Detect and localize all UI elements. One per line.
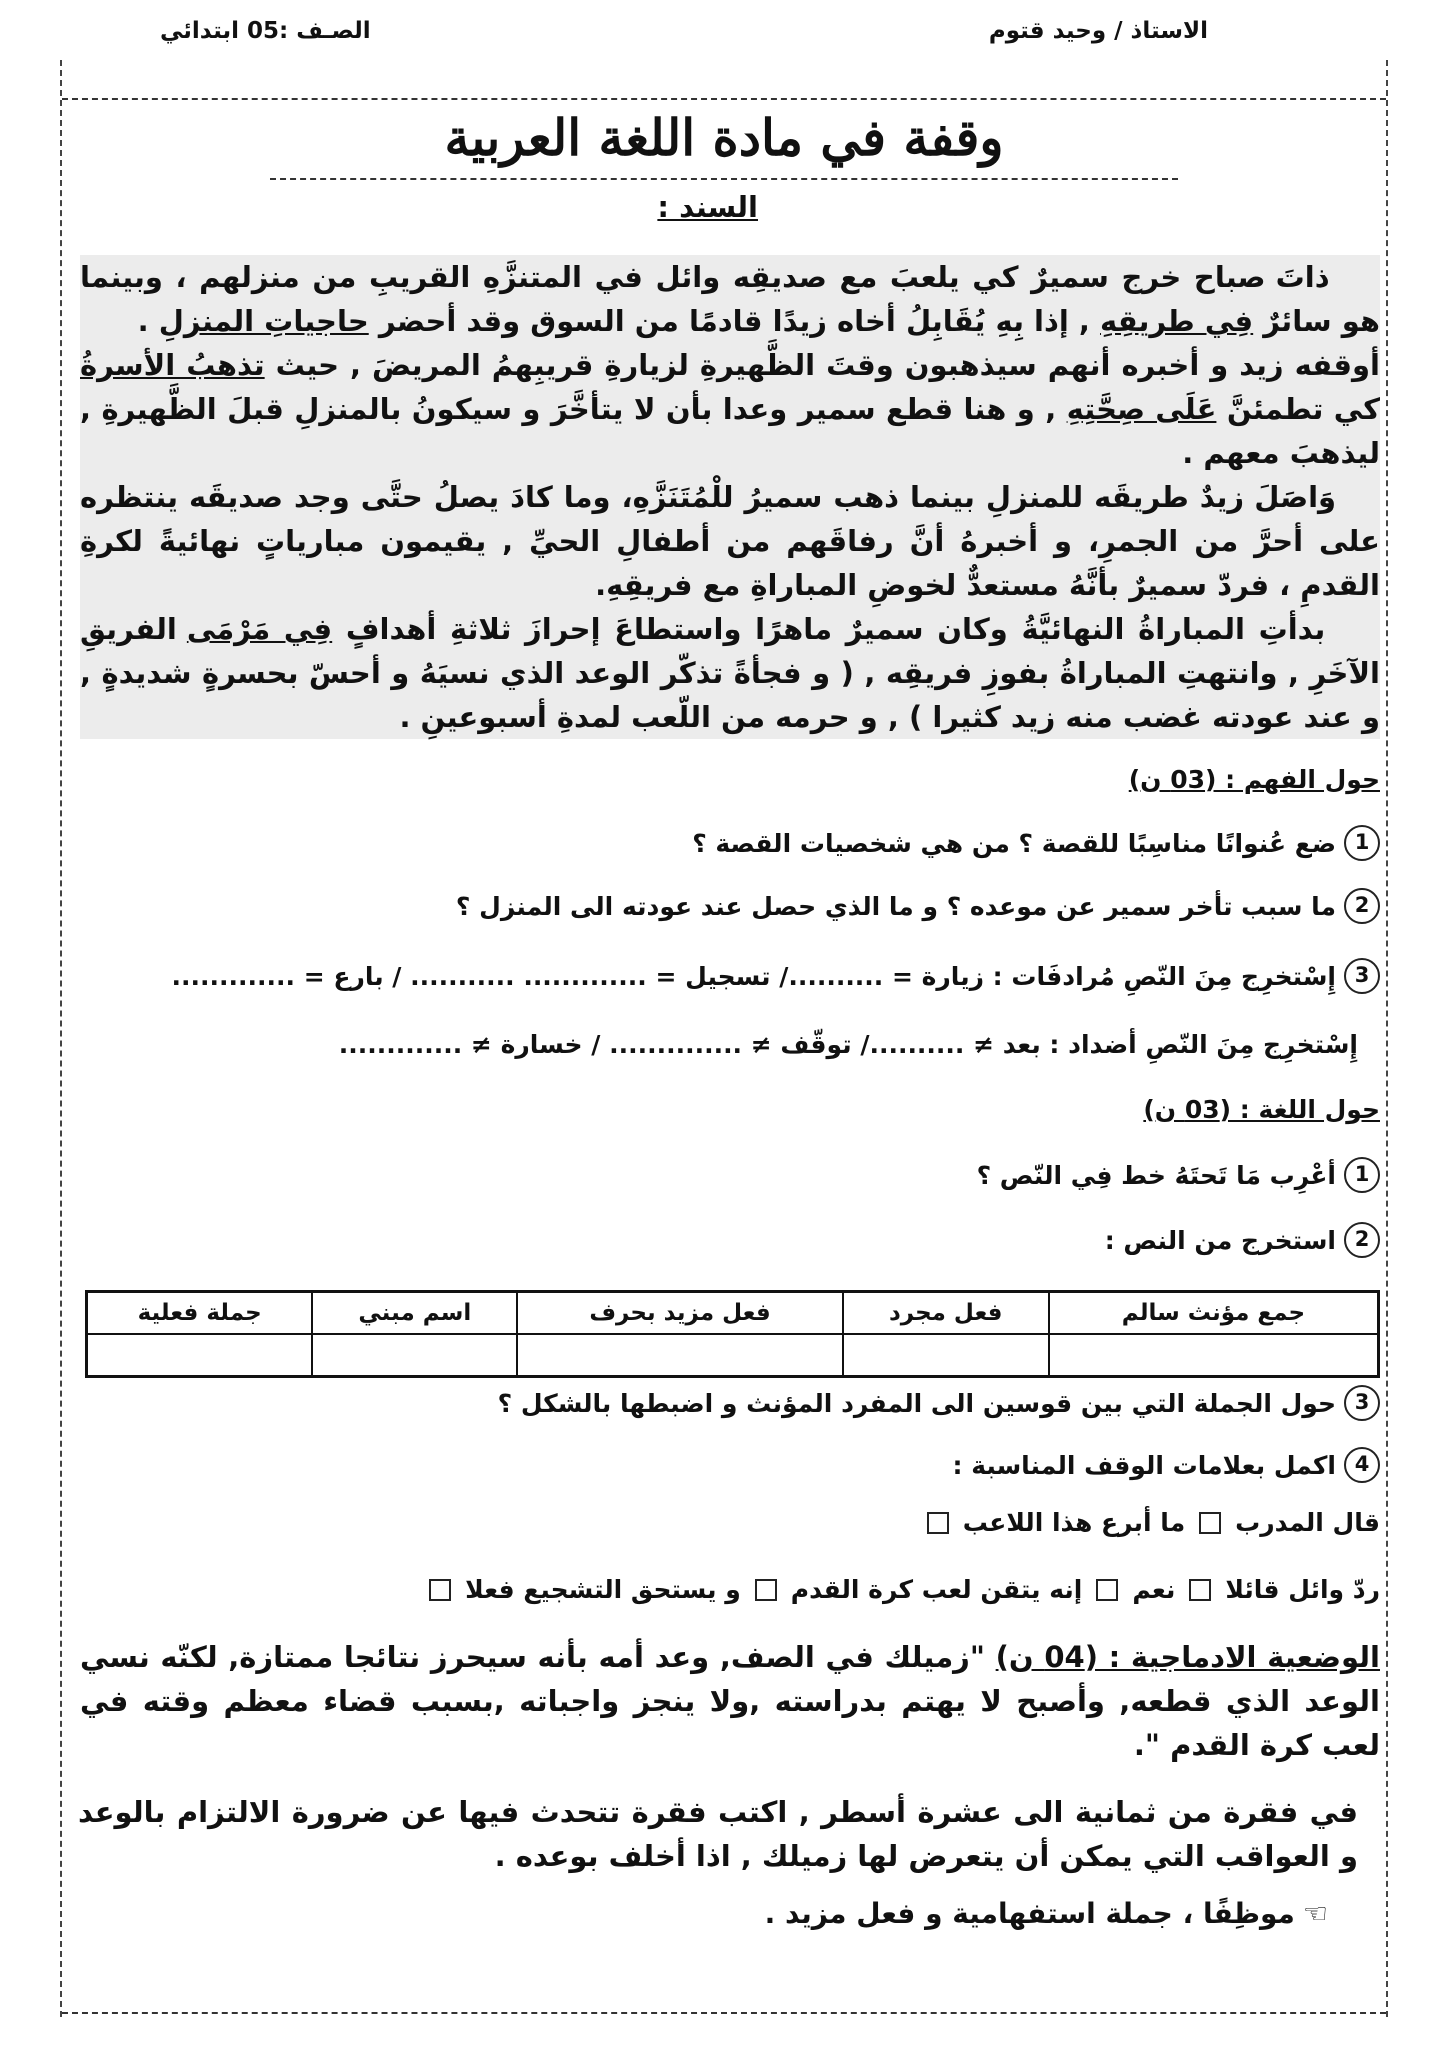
table-answer-cell[interactable]	[843, 1334, 1049, 1377]
sentence-part: ما أبرع هذا اللاعب	[962, 1508, 1186, 1537]
comprehension-question-1	[692, 825, 1380, 861]
comprehension-question-3	[172, 958, 1380, 994]
table-answer-cell[interactable]	[1049, 1334, 1379, 1377]
story-paragraph-4	[80, 607, 1380, 739]
story-text-span: .	[137, 304, 159, 338]
extraction-table	[85, 1290, 1380, 1378]
table-header: جملة فعلية	[87, 1292, 313, 1335]
question-number: 1	[1344, 1157, 1380, 1193]
page-title: وقفة في مادة اللغة العربية	[444, 108, 1004, 167]
question-text: ما سبب تأخر سمير عن موعده ؟ و ما الذي حصل عند عودته الى المنزل ؟	[455, 891, 1336, 921]
integration-note	[765, 1897, 1328, 1930]
question-text: حول الجملة التي بين قوسين الى المفرد المؤنث و اضبطها بالشكل ؟	[497, 1388, 1336, 1418]
language-heading: حول اللغة : (03 ن)	[1143, 1095, 1380, 1124]
table-header: جمع مؤنث سالم	[1049, 1292, 1379, 1335]
underlined-phrase: حاجياتِ المنزلِ	[158, 304, 369, 338]
underlined-phrase: عَلَى صِحَّتِهِ	[1066, 392, 1217, 426]
table-answer-cell[interactable]	[312, 1334, 517, 1377]
divider-bottom	[62, 2012, 1386, 2014]
sentence-part: قال المدرب	[1235, 1508, 1380, 1537]
story-text-span: ذاتَ صباح خرج سميرٌ كي يلعبَ مع صديقِه وائل في المتنزَّهِ القريبِ من منزلهم ، وبينما هو سائرٌ	[80, 260, 1380, 338]
story-text-span: أوقفه زيد و أخبره أنهم سيذهبون وقتَ الظَّهيرةِ لزيارةِ قريبِهمُ المريضَ , حيث	[264, 348, 1380, 382]
underlined-phrase: تذهبُ الأسرةُ	[80, 348, 265, 382]
language-question-1	[977, 1157, 1380, 1193]
story-text-span: كي تطمئنَّ	[1216, 392, 1380, 426]
language-question-4	[953, 1447, 1381, 1483]
story-text-span: الفريقِ الآخَرِ , وانتهتِ المباراةُ بفوزِ فريقِه , ( و فجأةً تذكّر الوعد الذي نسيَهُ و أحسّ بحسرةٍ شديدةٍ , و عند عودته غضب منه زيد كثيرا ) , و حرمه من اللّعب لمدةِ أسبوعينِ .	[80, 612, 1380, 734]
comprehension-question-3b	[339, 1030, 1358, 1059]
table-header: اسم مبني	[312, 1292, 517, 1335]
table-answer-cell[interactable]	[87, 1334, 313, 1377]
punctuation-sentence-2	[423, 1575, 1380, 1604]
table-answer-row	[87, 1334, 1379, 1377]
language-question-2	[1105, 1222, 1380, 1258]
sentence-part: ردّ وائل قائلا	[1225, 1575, 1380, 1604]
comprehension-question-2	[456, 888, 1380, 924]
integration-task-text: في فقرة من ثمانية الى عشرة أسطر , اكتب فقرة تتحدث فيها عن ضرورة الالتزام بالوعد و العواقب التي يمكن أن يتعرض لها زميلك , اذا أخلف بوعده .	[78, 1795, 1358, 1873]
sentence-part: نعم	[1132, 1575, 1176, 1604]
language-question-3	[498, 1385, 1380, 1421]
punctuation-box[interactable]	[1199, 1512, 1221, 1534]
question-number: 3	[1344, 1385, 1380, 1421]
punctuation-sentence-1	[921, 1508, 1380, 1537]
integration-heading: الوضعية الادماجية : (04 ن)	[995, 1640, 1380, 1674]
integration-quote: "زميلك في الصف, وعد أمه بأنه سيحرز نتائجا ممتازة, لكنّه نسي الوعد الذي قطعه, وأصبح لا يهتم بدراسته ,ولا ينجز واجباته ,بسبب قضاء معظم وقته في لعب كرة القدم ".	[80, 1640, 1380, 1762]
punctuation-box[interactable]	[927, 1512, 949, 1534]
title-divider	[270, 178, 1178, 180]
teacher-name: الاستاذ / وحيد قتوم	[988, 18, 1208, 44]
comprehension-heading: حول الفهم : (03 ن)	[1128, 765, 1380, 794]
story-text-span: , إذا بِهِ يُقَابِلُ أخاه زيدًا قادمًا من السوق وقد أحضر	[368, 304, 1101, 338]
sentence-part: إنه يتقن لعب كرة القدم	[790, 1575, 1083, 1604]
question-text: أعْرِب مَا تَحتَهُ خط فِي النّص ؟	[976, 1160, 1336, 1190]
sanad-label: السند :	[657, 190, 758, 224]
story-text-span: بدأتِ المباراةُ النهائيَّةُ وكان سميرٌ ماهرًا واستطاعَ إحرازَ ثلاثةِ أهدافٍ	[332, 612, 1326, 646]
story-text	[80, 255, 1380, 739]
table-header-row	[87, 1292, 1379, 1335]
divider-top	[62, 98, 1386, 100]
question-text: ضع عُنوانًا مناسِبًا للقصة ؟ من هي شخصيات القصة ؟	[692, 828, 1336, 858]
story-text-span: وَاصَلَ زيدٌ طريقَه للمنزلِ بينما ذهب سميرُ للْمُتَنَزَّهِ، وما كادَ يصلُ حتَّى وجد صديقَه ينتظره على أحرَّ من الجمرِ، و أخبرهُ أنَّ رفاقَهم من أطفالِ الحيِّ , يقيمون مبارياتٍ نهائيةً لكرةِ القدمِ ، فردّ سميرٌ بأنَّهُ مستعدٌّ لخوضِ المباراةِ مع فريقِهِ.	[80, 480, 1380, 602]
question-number: 2	[1344, 888, 1380, 924]
punctuation-box[interactable]	[1189, 1579, 1211, 1601]
punctuation-box[interactable]	[755, 1579, 777, 1601]
punctuation-box[interactable]	[429, 1579, 451, 1601]
question-text: إِسْتخرِج مِنَ النّصِ مُرادفَات : زيارة = ........../ تسجيل = ............. ........... / بارع = .............	[171, 961, 1336, 991]
question-number: 2	[1344, 1222, 1380, 1258]
table-answer-cell[interactable]	[517, 1334, 842, 1377]
punctuation-box[interactable]	[1096, 1579, 1118, 1601]
story-paragraph-2	[80, 343, 1380, 475]
story-paragraph-1	[80, 255, 1380, 343]
question-number: 4	[1344, 1447, 1380, 1483]
table-header: فعل مزيد بحرف	[517, 1292, 842, 1335]
integration-task	[78, 1790, 1358, 1878]
class-label: الصـف :05 ابتدائي	[160, 18, 371, 44]
question-text: اكمل بعلامات الوقف المناسبة :	[952, 1450, 1336, 1480]
table-header: فعل مجرد	[843, 1292, 1049, 1335]
story-paragraph-3	[80, 475, 1380, 607]
underlined-phrase: فِي مَرْمَى	[186, 612, 333, 646]
question-number: 3	[1344, 958, 1380, 994]
underlined-phrase: فِي طريقِهِ	[1100, 304, 1254, 338]
note-text: موظِفًا ، جملة استفهامية و فعل مزيد .	[764, 1897, 1295, 1930]
question-text: إِسْتخرِج مِنَ النّصِ أضداد : بعد ≠ ........../ توقّف ≠ .............. / خسارة ≠ .............	[338, 1030, 1358, 1059]
sentence-part: و يستحق التشجيع فعلا	[465, 1575, 741, 1604]
story-text-span: , و هنا قطع سمير وعدا بأن لا يتأخَّرَ و سيكونُ بالمنزلِ قبلَ الظَّهيرةِ , ليذهبَ معهم .	[80, 392, 1380, 470]
question-number: 1	[1344, 825, 1380, 861]
question-text: استخرج من النص :	[1104, 1225, 1336, 1255]
pointing-hand-icon: ☜	[1302, 1897, 1328, 1930]
integration-situation	[80, 1635, 1380, 1767]
integration-paragraph	[80, 1635, 1380, 1767]
